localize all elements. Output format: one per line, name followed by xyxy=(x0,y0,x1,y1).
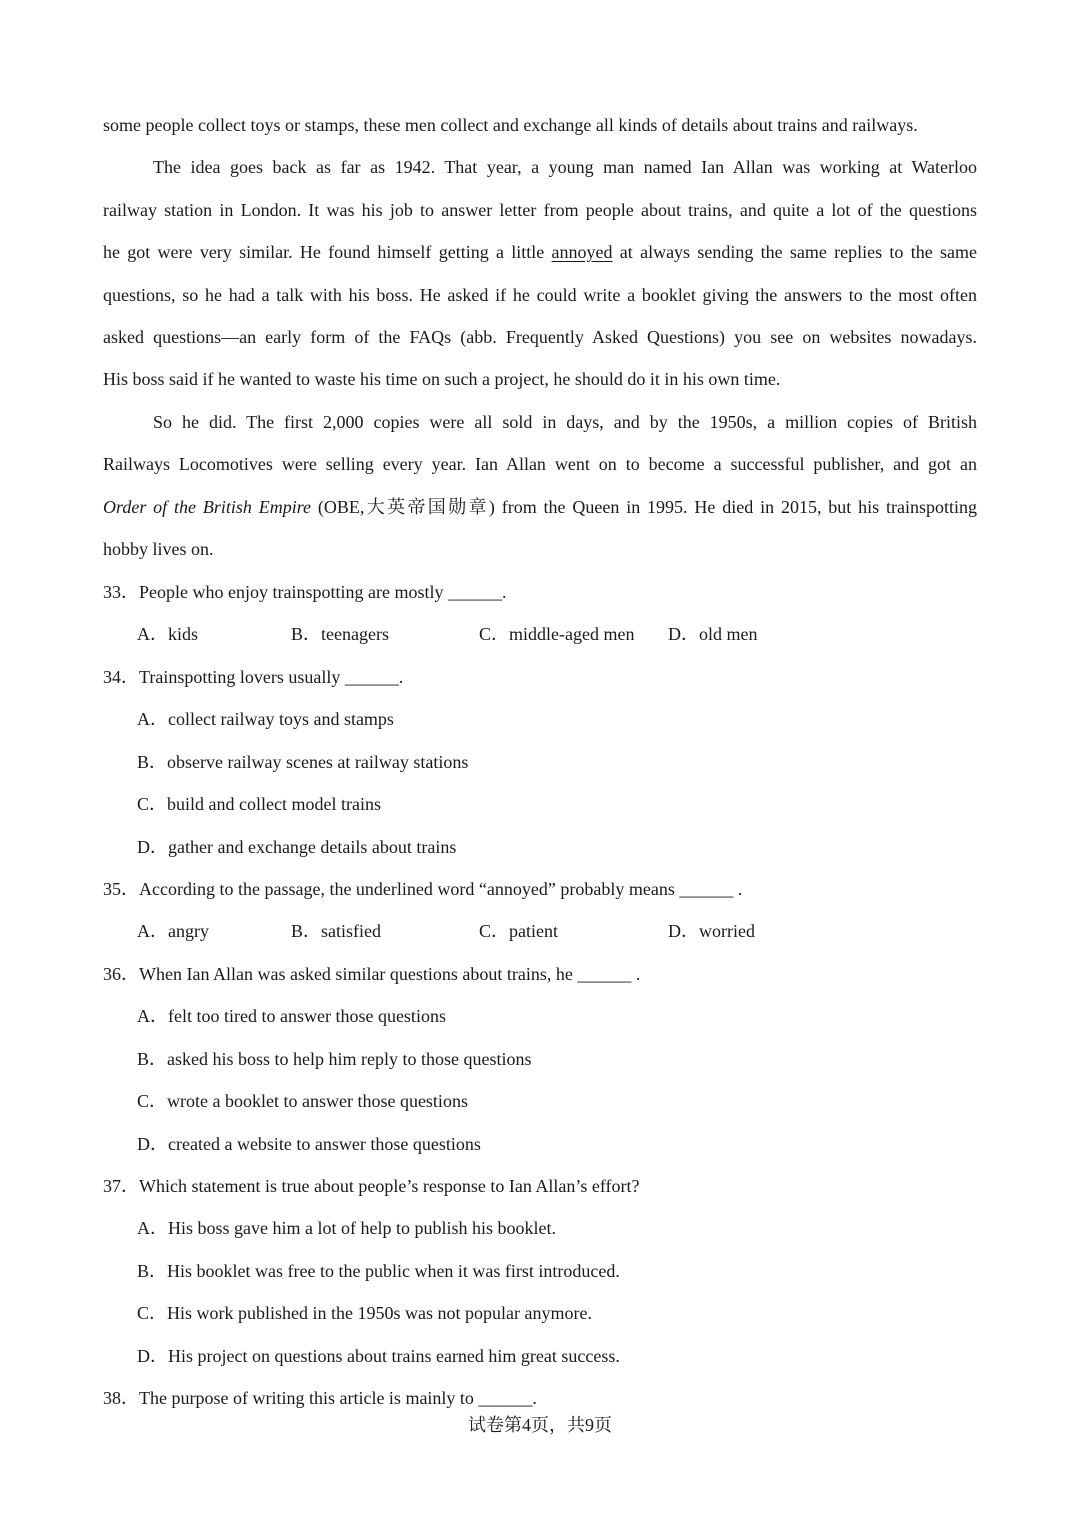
q37-option-b: B．His booklet was free to the public when it was first introduced. xyxy=(137,1261,620,1281)
question-35-stem: 35．According to the passage, the underlined word “annoyed” probably means ______ . xyxy=(103,879,743,899)
passage-text: he got were very similar. He found himself getting a little xyxy=(103,242,552,262)
q36-option-a: A．felt too tired to answer those questions xyxy=(137,1006,446,1026)
q34-option-d: D．gather and exchange details about trains xyxy=(137,837,457,857)
question-37-stem: 37．Which statement is true about people’s response to Ian Allan’s effort? xyxy=(103,1176,640,1196)
question-38-stem: 38．The purpose of writing this article is mainly to ______. xyxy=(103,1388,537,1408)
passage-line: some people collect toys or stamps, these men collect and exchange all kinds of details about trains and railways. xyxy=(103,115,918,135)
passage-line xyxy=(103,495,977,519)
q35-option-c: C．patient xyxy=(479,921,558,941)
q33-option-d: D．old men xyxy=(668,624,758,644)
passage-line: questions, so he had a talk with his boss. He asked if he could write a booklet giving the answers to the most often xyxy=(103,285,977,305)
q33-option-a: A．kids xyxy=(137,624,199,644)
question-34-stem: 34．Trainspotting lovers usually ______. xyxy=(103,667,404,687)
italic-title: Order of the British Empire xyxy=(103,497,312,517)
q34-option-a: A．collect railway toys and stamps xyxy=(137,709,394,729)
q34-option-b: B．observe railway scenes at railway stations xyxy=(137,752,469,772)
passage-line xyxy=(103,240,977,264)
passage-line: The idea goes back as far as 1942. That year, a young man named Ian Allan was working at Waterloo xyxy=(153,157,977,177)
q35-option-b: B．satisfied xyxy=(291,921,381,941)
q33-option-b: B．teenagers xyxy=(291,624,389,644)
q36-option-d: D．created a website to answer those questions xyxy=(137,1134,481,1154)
passage-line: So he did. The first 2,000 copies were all sold in days, and by the 1950s, a million copies of British xyxy=(153,412,977,432)
page-number-footer: 试卷第4页，共9页 xyxy=(468,1415,612,1435)
q37-option-c: C．His work published in the 1950s was not popular anymore. xyxy=(137,1303,592,1323)
passage-text: at always sending the same replies to the same xyxy=(612,242,977,262)
underlined-word: annoyed xyxy=(551,242,613,262)
q33-option-c: C．middle-aged men xyxy=(479,624,635,644)
q35-option-d: D．worried xyxy=(668,921,755,941)
q37-option-d: D．His project on questions about trains earned him great success. xyxy=(137,1346,620,1366)
question-33-stem: 33．People who enjoy trainspotting are mostly ______. xyxy=(103,582,507,602)
passage-line: Railways Locomotives were selling every year. Ian Allan went on to become a successful publisher, and got an xyxy=(103,454,977,474)
q36-option-b: B．asked his boss to help him reply to those questions xyxy=(137,1049,532,1069)
question-36-stem: 36．When Ian Allan was asked similar questions about trains, he ______ . xyxy=(103,964,641,984)
q36-option-c: C．wrote a booklet to answer those questions xyxy=(137,1091,468,1111)
q35-option-a: A．angry xyxy=(137,921,209,941)
passage-line: asked questions—an early form of the FAQs (abb. Frequently Asked Questions) you see on websites nowadays. xyxy=(103,327,977,347)
passage-line: railway station in London. It was his job to answer letter from people about trains, and quite a lot of the questions xyxy=(103,200,977,220)
passage-line: His boss said if he wanted to waste his time on such a project, he should do it in his own time. xyxy=(103,369,781,389)
q37-option-a: A．His boss gave him a lot of help to publish his booklet. xyxy=(137,1218,556,1238)
q34-option-c: C．build and collect model trains xyxy=(137,794,381,814)
passage-text: (OBE,大英帝国勋章) from the Queen in 1995. He died in 2015, but his trainspotting xyxy=(311,497,977,517)
passage-line: hobby lives on. xyxy=(103,539,214,559)
